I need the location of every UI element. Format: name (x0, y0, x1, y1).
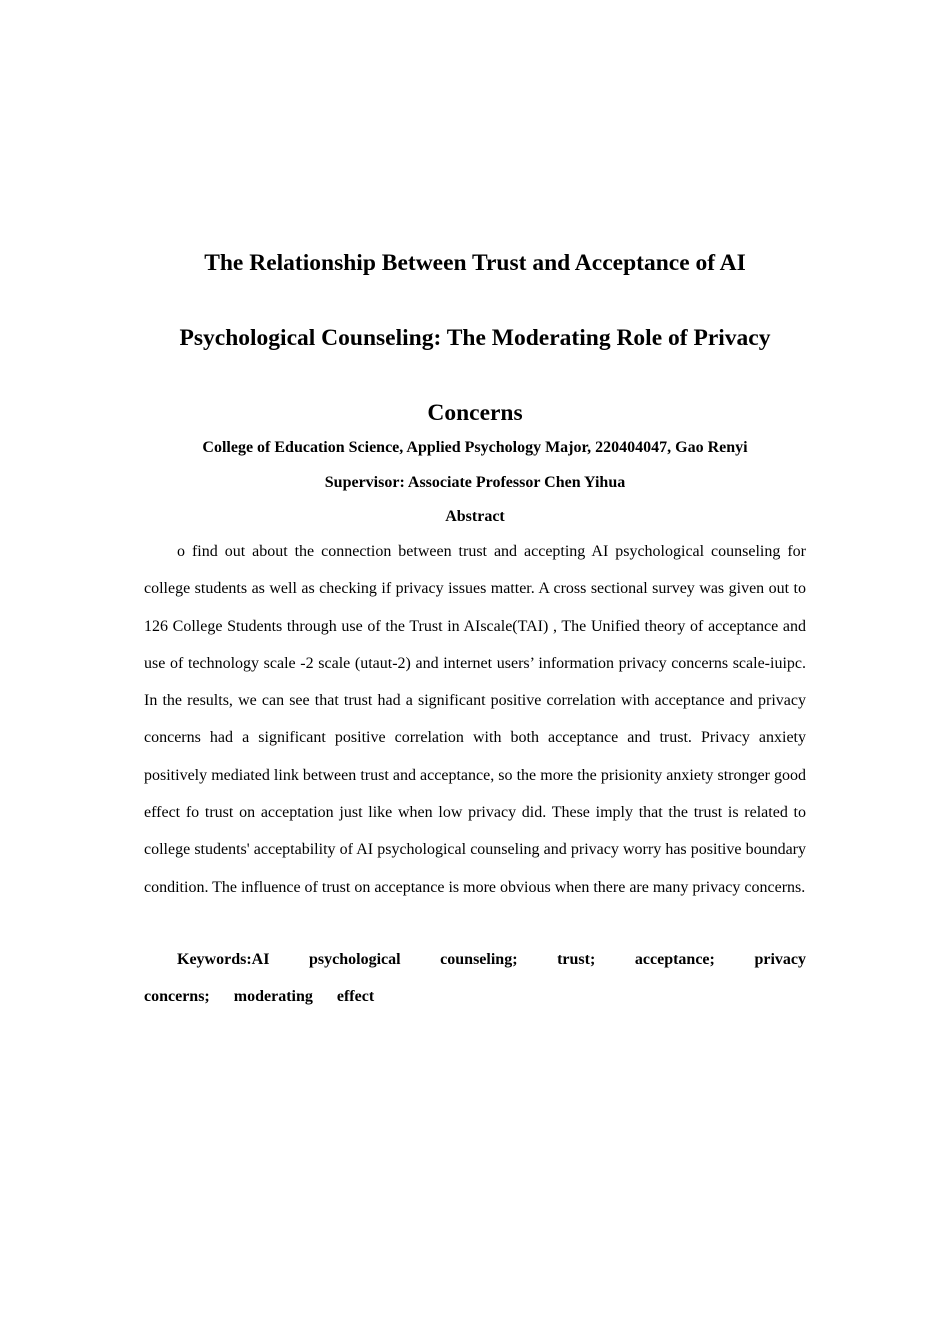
abstract-text: o find out about the connection between trust and accepting AI psychological counseling for college students as well as checking if privacy issues matter. A cross sectional survey was given out to 126 College Students through use of the Trust in AIscale(TAI) , The Unified theory of acceptance and use of technology scale -2 scale (utaut-2) and internet users’ information privacy concerns scale-iuipc. In the results, we can see that trust had a significant positive correlation with acceptance and privacy concerns had a significant positive correlation with both acceptance and trust. Privacy anxiety positively mediated link between trust and acceptance, so the more the prisionity anxiety stronger good effect fo trust on acceptation just like when low privacy did. These imply that the trust is related to college students' acceptability of AI psychological counseling and privacy worry has positive boundary condition. The influence of trust on acceptance is more obvious when there are many privacy concerns. (144, 543, 806, 896)
title-line-3: Concerns (427, 400, 523, 426)
keywords-line: Keywords:AI psychological counseling; trust; acceptance; privacy concerns; moderating effect (144, 951, 806, 1006)
author-affiliation: College of Education Science, Applied Psychology Major, 220404047, Gao Renyi (202, 439, 748, 456)
supervisor-line: Supervisor: Associate Professor Chen Yihua (324, 474, 626, 491)
title-line-1: The Relationship Between Trust and Acceptance of AI (204, 250, 746, 276)
title-line-2: Psychological Counseling: The Moderating Role of Privacy (179, 325, 771, 351)
paper-title (144, 226, 806, 451)
abstract-heading: Abstract (445, 508, 505, 525)
